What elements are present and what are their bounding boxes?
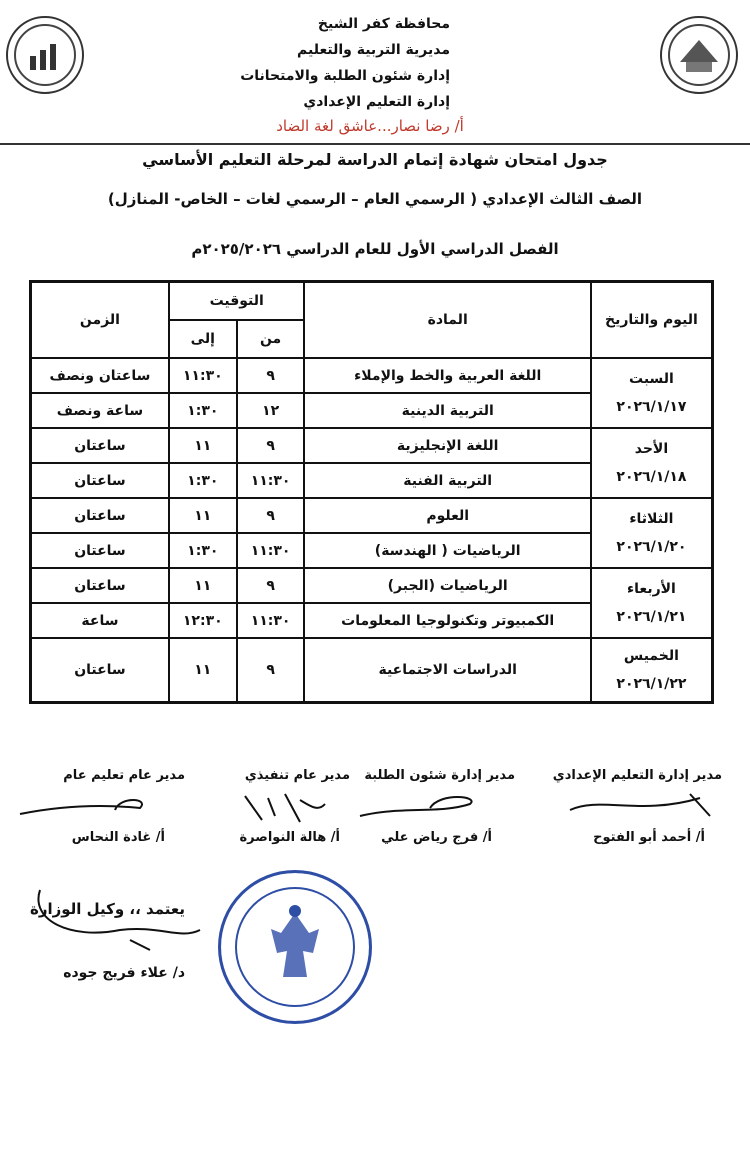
author-watermark: أ/ رضا نصار...عاشق لغة الضاد	[276, 117, 464, 135]
building-icon	[662, 18, 736, 92]
from-cell: ٩	[237, 638, 305, 703]
duration-cell: ساعة ونصف	[31, 393, 169, 428]
approval-signature	[30, 870, 210, 960]
student-affairs-line: إدارة شئون الطلبة والامتحانات	[240, 68, 450, 84]
to-cell: ١١	[169, 498, 237, 533]
to-cell: ١١:٣٠	[169, 358, 237, 393]
duration-cell: ساعة	[31, 603, 169, 638]
signature-title-affairs-director: مدير إدارة شئون الطلبة	[364, 768, 515, 783]
subject-cell: التربية الفنية	[304, 463, 590, 498]
from-cell: ٩	[237, 358, 305, 393]
to-cell: ١١	[169, 568, 237, 603]
from-cell: ٩	[237, 428, 305, 463]
directorate-logo	[660, 16, 738, 94]
header-to: إلى	[169, 320, 237, 358]
duration-cell: ساعتان	[31, 568, 169, 603]
subject-cell: الرياضيات (الجبر)	[304, 568, 590, 603]
signature-name-affairs-director: أ/ فرج رياض علي	[381, 830, 492, 845]
duration-cell: ساعتان	[31, 533, 169, 568]
day-cell	[591, 638, 713, 703]
to-cell: ١:٣٠	[169, 533, 237, 568]
signature-title-prep-director: مدير إدارة التعليم الإعدادي	[552, 768, 722, 783]
day-cell	[591, 428, 713, 498]
eagle-emblem-icon	[221, 873, 369, 1021]
day-cell	[591, 568, 713, 638]
signature-title-executive-director: مدير عام تنفيذي	[244, 768, 350, 783]
signature-title-general-director: مدير عام تعليم عام	[63, 768, 185, 783]
subject-cell: الرياضيات ( الهندسة)	[304, 533, 590, 568]
day-name: الخميس	[623, 648, 679, 664]
approval-name: د/ علاء فريج جوده	[63, 965, 185, 981]
main-title: جدول امتحان شهادة إتمام الدراسة لمرحلة التعليم الأساسي	[142, 150, 608, 169]
official-stamp	[218, 870, 372, 1024]
day-date: ٢٠٢٦/١/١٨	[616, 469, 687, 485]
books-chart-icon	[8, 18, 82, 92]
header-subject: المادة	[304, 282, 590, 359]
duration-cell: ساعتان ونصف	[31, 358, 169, 393]
subject-cell: اللغة العربية والخط والإملاء	[304, 358, 590, 393]
from-cell: ١١:٣٠	[237, 463, 305, 498]
day-date: ٢٠٢٦/١/٢١	[616, 609, 687, 625]
day-cell	[591, 358, 713, 428]
approval-title: يعتمد ،، وكيل الوزارة	[29, 900, 185, 918]
header-from: من	[237, 320, 305, 358]
day-name: الثلاثاء	[629, 511, 674, 527]
subject-cell: العلوم	[304, 498, 590, 533]
directorate-line: مديرية التربية والتعليم	[297, 42, 450, 58]
to-cell: ١:٣٠	[169, 463, 237, 498]
from-cell: ١١:٣٠	[237, 603, 305, 638]
duration-cell: ساعتان	[31, 498, 169, 533]
day-cell	[591, 498, 713, 568]
to-cell: ١١	[169, 638, 237, 703]
day-date: ٢٠٢٦/١/١٧	[616, 399, 687, 415]
from-cell: ٩	[237, 568, 305, 603]
day-date: ٢٠٢٦/١/٢٢	[616, 676, 687, 692]
from-cell: ١٢	[237, 393, 305, 428]
to-cell: ١١	[169, 428, 237, 463]
signature-name-prep-director: أ/ أحمد أبو الفتوح	[593, 830, 705, 845]
day-name: الأربعاء	[627, 581, 676, 597]
exam-schedule-table	[29, 280, 714, 704]
duration-cell: ساعتان	[31, 463, 169, 498]
subject-cell: الدراسات الاجتماعية	[304, 638, 590, 703]
header-divider	[0, 143, 750, 145]
signature-name-general-director: أ/ غادة النحاس	[71, 830, 165, 845]
handwritten-signatures	[0, 786, 750, 828]
grade-title: الصف الثالث الإعدادي ( الرسمي العام – الرسمي لغات – الخاص- المنازل)	[107, 190, 643, 208]
header-day-date: اليوم والتاريخ	[591, 282, 713, 359]
ministry-logo	[6, 16, 84, 94]
header-duration: الزمن	[31, 282, 169, 359]
from-cell: ١١:٣٠	[237, 533, 305, 568]
subject-cell: التربية الدينية	[304, 393, 590, 428]
duration-cell: ساعتان	[31, 638, 169, 703]
subject-cell: الكمبيوتر وتكنولوجيا المعلومات	[304, 603, 590, 638]
subject-cell: اللغة الإنجليزية	[304, 428, 590, 463]
signature-name-executive-director: أ/ هالة النواصرة	[239, 830, 340, 845]
day-name: الأحد	[634, 441, 669, 457]
from-cell: ٩	[237, 498, 305, 533]
header-timing: التوقيت	[169, 282, 305, 321]
prep-education-line: إدارة التعليم الإعدادي	[303, 94, 450, 110]
to-cell: ١:٣٠	[169, 393, 237, 428]
duration-cell: ساعتان	[31, 428, 169, 463]
term-title: الفصل الدراسي الأول للعام الدراسي ٢٠٢٥/٢٠٢٦م	[191, 240, 559, 258]
to-cell: ١٢:٣٠	[169, 603, 237, 638]
day-date: ٢٠٢٦/١/٢٠	[616, 539, 687, 555]
day-name: السبت	[629, 371, 674, 387]
governorate-line: محافظة كفر الشيخ	[317, 16, 450, 32]
